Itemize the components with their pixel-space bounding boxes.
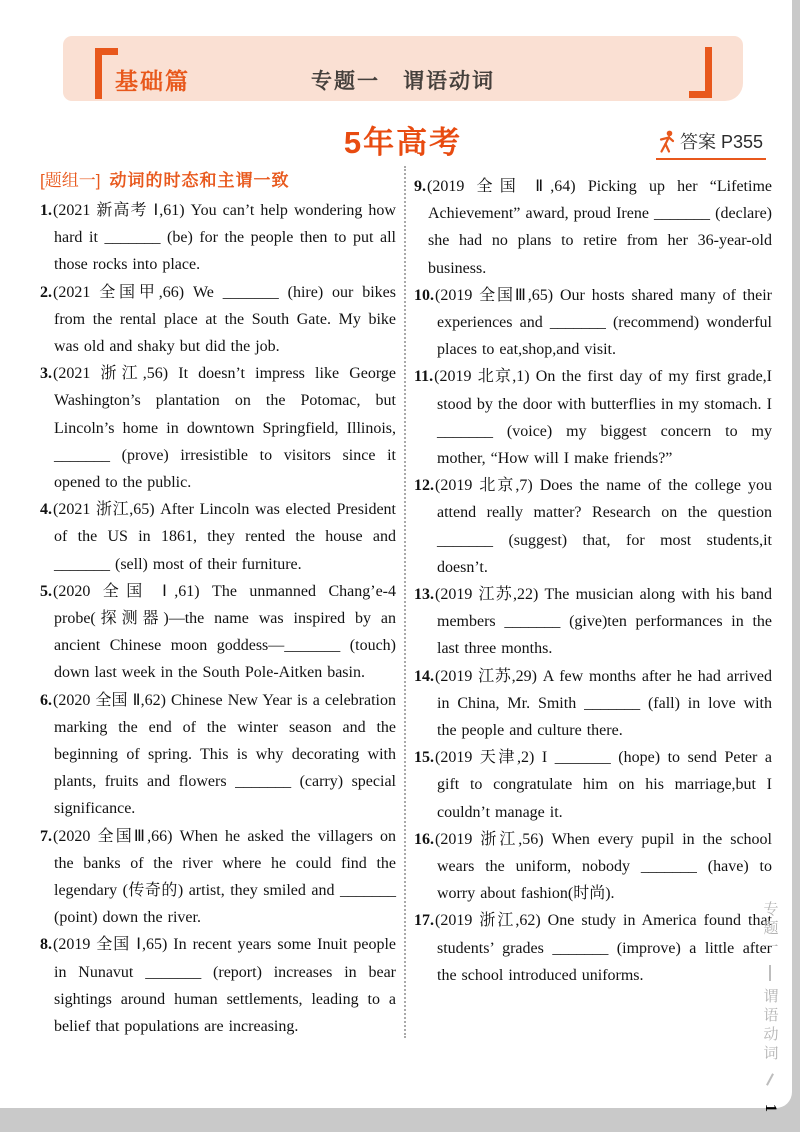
- question-item: [414, 282, 772, 364]
- question-item: [414, 907, 772, 989]
- question-text: (2019 全国 Ⅱ,64) Picking up her “Lifetime Achievement” award, proud Irene _______ (declare) she had no plans to retire from her 36-year-old business.: [427, 178, 772, 277]
- question-number: 8.: [40, 936, 52, 954]
- edge-slash-mark: [766, 1073, 774, 1085]
- question-number: 14.: [414, 667, 434, 685]
- question-item: [414, 744, 772, 826]
- right-column: [414, 166, 772, 989]
- answer-reference-label: 答案 P355: [679, 132, 763, 152]
- corner-bracket-right-icon: [689, 47, 712, 98]
- section-heading: [40, 166, 396, 191]
- edge-topic-label: 专题一: [761, 901, 779, 958]
- answer-reference: [656, 128, 766, 160]
- question-number: 17.: [414, 912, 434, 930]
- section-tag: [题组一]: [40, 171, 101, 190]
- question-number: 6.: [40, 691, 52, 709]
- question-text: (2019 全国Ⅲ,65) Our hosts shared many of their experiences and _______ (recommend) wonderful places to eat,shop,and visit.: [435, 286, 772, 359]
- question-item: [40, 279, 396, 361]
- page-edge-label: [756, 901, 784, 1117]
- left-column: [40, 166, 396, 1040]
- question-item: [40, 496, 396, 578]
- question-item: [414, 472, 772, 581]
- question-item: [40, 931, 396, 1040]
- question-number: 5.: [40, 582, 52, 600]
- question-number: 3.: [40, 365, 52, 383]
- chapter-topic-label: 专题一 谓语动词: [311, 70, 495, 93]
- section-name: 动词的时态和主谓一致: [109, 171, 290, 190]
- question-item: [40, 197, 396, 279]
- question-text: (2021 浙江,65) After Lincoln was elected President of the US in 1861, they rented the house and _______ (sell) most of their furniture.: [53, 501, 396, 573]
- question-number: 1.: [40, 202, 52, 219]
- edge-subtopic-label: 谓语动词: [761, 988, 779, 1064]
- person-running-icon: [658, 130, 675, 154]
- question-number: 9.: [414, 178, 426, 195]
- edge-divider-line: [769, 965, 771, 981]
- question-item: [414, 581, 772, 663]
- question-text: (2019 江苏,29) A few months after he had arrived in China, Mr. Smith _______ (fall) in love with the people and culture there.: [435, 667, 772, 740]
- page-title: 5年高考: [343, 125, 463, 160]
- question-item: [414, 363, 772, 472]
- question-text: (2021 新高考 Ⅰ,61) You can’t help wondering how hard it _______ (be) for the people then to put all those rocks into place.: [53, 202, 396, 274]
- question-number: 2.: [40, 283, 52, 301]
- question-text: (2019 北京,1) On the first day of my first grade,I stood by the door with butterflies in my stomach. I _______ (voice) my biggest concern to my mother, “How will I make friends?”: [434, 368, 772, 468]
- question-item: [40, 578, 396, 687]
- question-item: [40, 360, 396, 496]
- question-text: (2019 浙江,56) When every pupil in the school wears the uniform, nobody _______ (have) to worry about fashion(时尚).: [435, 830, 772, 903]
- question-item: [414, 826, 772, 908]
- question-text: (2021 全国甲,66) We _______ (hire) our bikes from the rental place at the South Gate. My bike was old and shaky but did the job.: [53, 283, 396, 356]
- question-text: (2019 江苏,22) The musician along with his band members _______ (give)ten performances in the last three months.: [435, 586, 772, 658]
- question-item: [414, 663, 772, 745]
- question-text: (2020 全国Ⅲ,66) When he asked the villagers on the banks of the river where he could find the legendary (传奇的) artist, they smiled and _______ (point) down the river.: [53, 827, 396, 927]
- question-number: 16.: [414, 830, 434, 848]
- question-number: 7.: [40, 827, 52, 845]
- question-text: (2021 浙江,56) It doesn’t impress like George Washington’s plantation on the Potomac, but Lincoln’s home in downtown Springfield, Illinois, _______ (prove) irresistible to visitors since it opened to the public.: [53, 365, 396, 492]
- page-number: 1: [762, 1104, 779, 1112]
- question-number: 13.: [414, 586, 434, 604]
- question-text: (2019 浙江,62) One study in America found that students’ grades _______ (improve) a little after the school introduced uniforms.: [435, 912, 772, 984]
- question-text: (2019 天津,2) I _______ (hope) to send Peter a gift to congratulate him on his marriage,but I couldn’t manage it.: [435, 749, 772, 821]
- question-text: (2020 全国 Ⅰ,61) The unmanned Chang’e-4 probe(探测器)—the name was inspired by an ancient Chinese moon goddess—_______ (touch) down last week in the South Pole-Aitken basin.: [53, 582, 396, 682]
- question-number: 4.: [40, 501, 52, 519]
- question-item: [40, 687, 396, 823]
- chapter-header-bar: [63, 36, 743, 101]
- question-text: (2020 全国 Ⅱ,62) Chinese New Year is a celebration marking the end of the winter season and the beginning of spring. This is why decorating with plants, fruits and flowers _______ (carry) special significance.: [53, 691, 396, 818]
- column-divider: [404, 166, 406, 1038]
- question-item: [40, 823, 396, 932]
- edition-label: 基础篇: [115, 68, 190, 94]
- question-item: [414, 173, 772, 282]
- question-number: 11.: [414, 368, 434, 386]
- question-text: (2019 全国 Ⅰ,65) In recent years some Inuit people in Nunavut _______ (report) increases in bear sightings around human settlements, leading to a belief that populations are increasing.: [53, 936, 396, 1036]
- question-text: (2019 北京,7) Does the name of the college you attend really matter? Research on the question _______ (suggest) that, for most students,it doesn’t.: [435, 477, 772, 576]
- questions-area: [40, 166, 772, 1040]
- question-number: 15.: [414, 749, 434, 767]
- question-number: 10.: [414, 286, 434, 304]
- question-number: 12.: [414, 477, 434, 495]
